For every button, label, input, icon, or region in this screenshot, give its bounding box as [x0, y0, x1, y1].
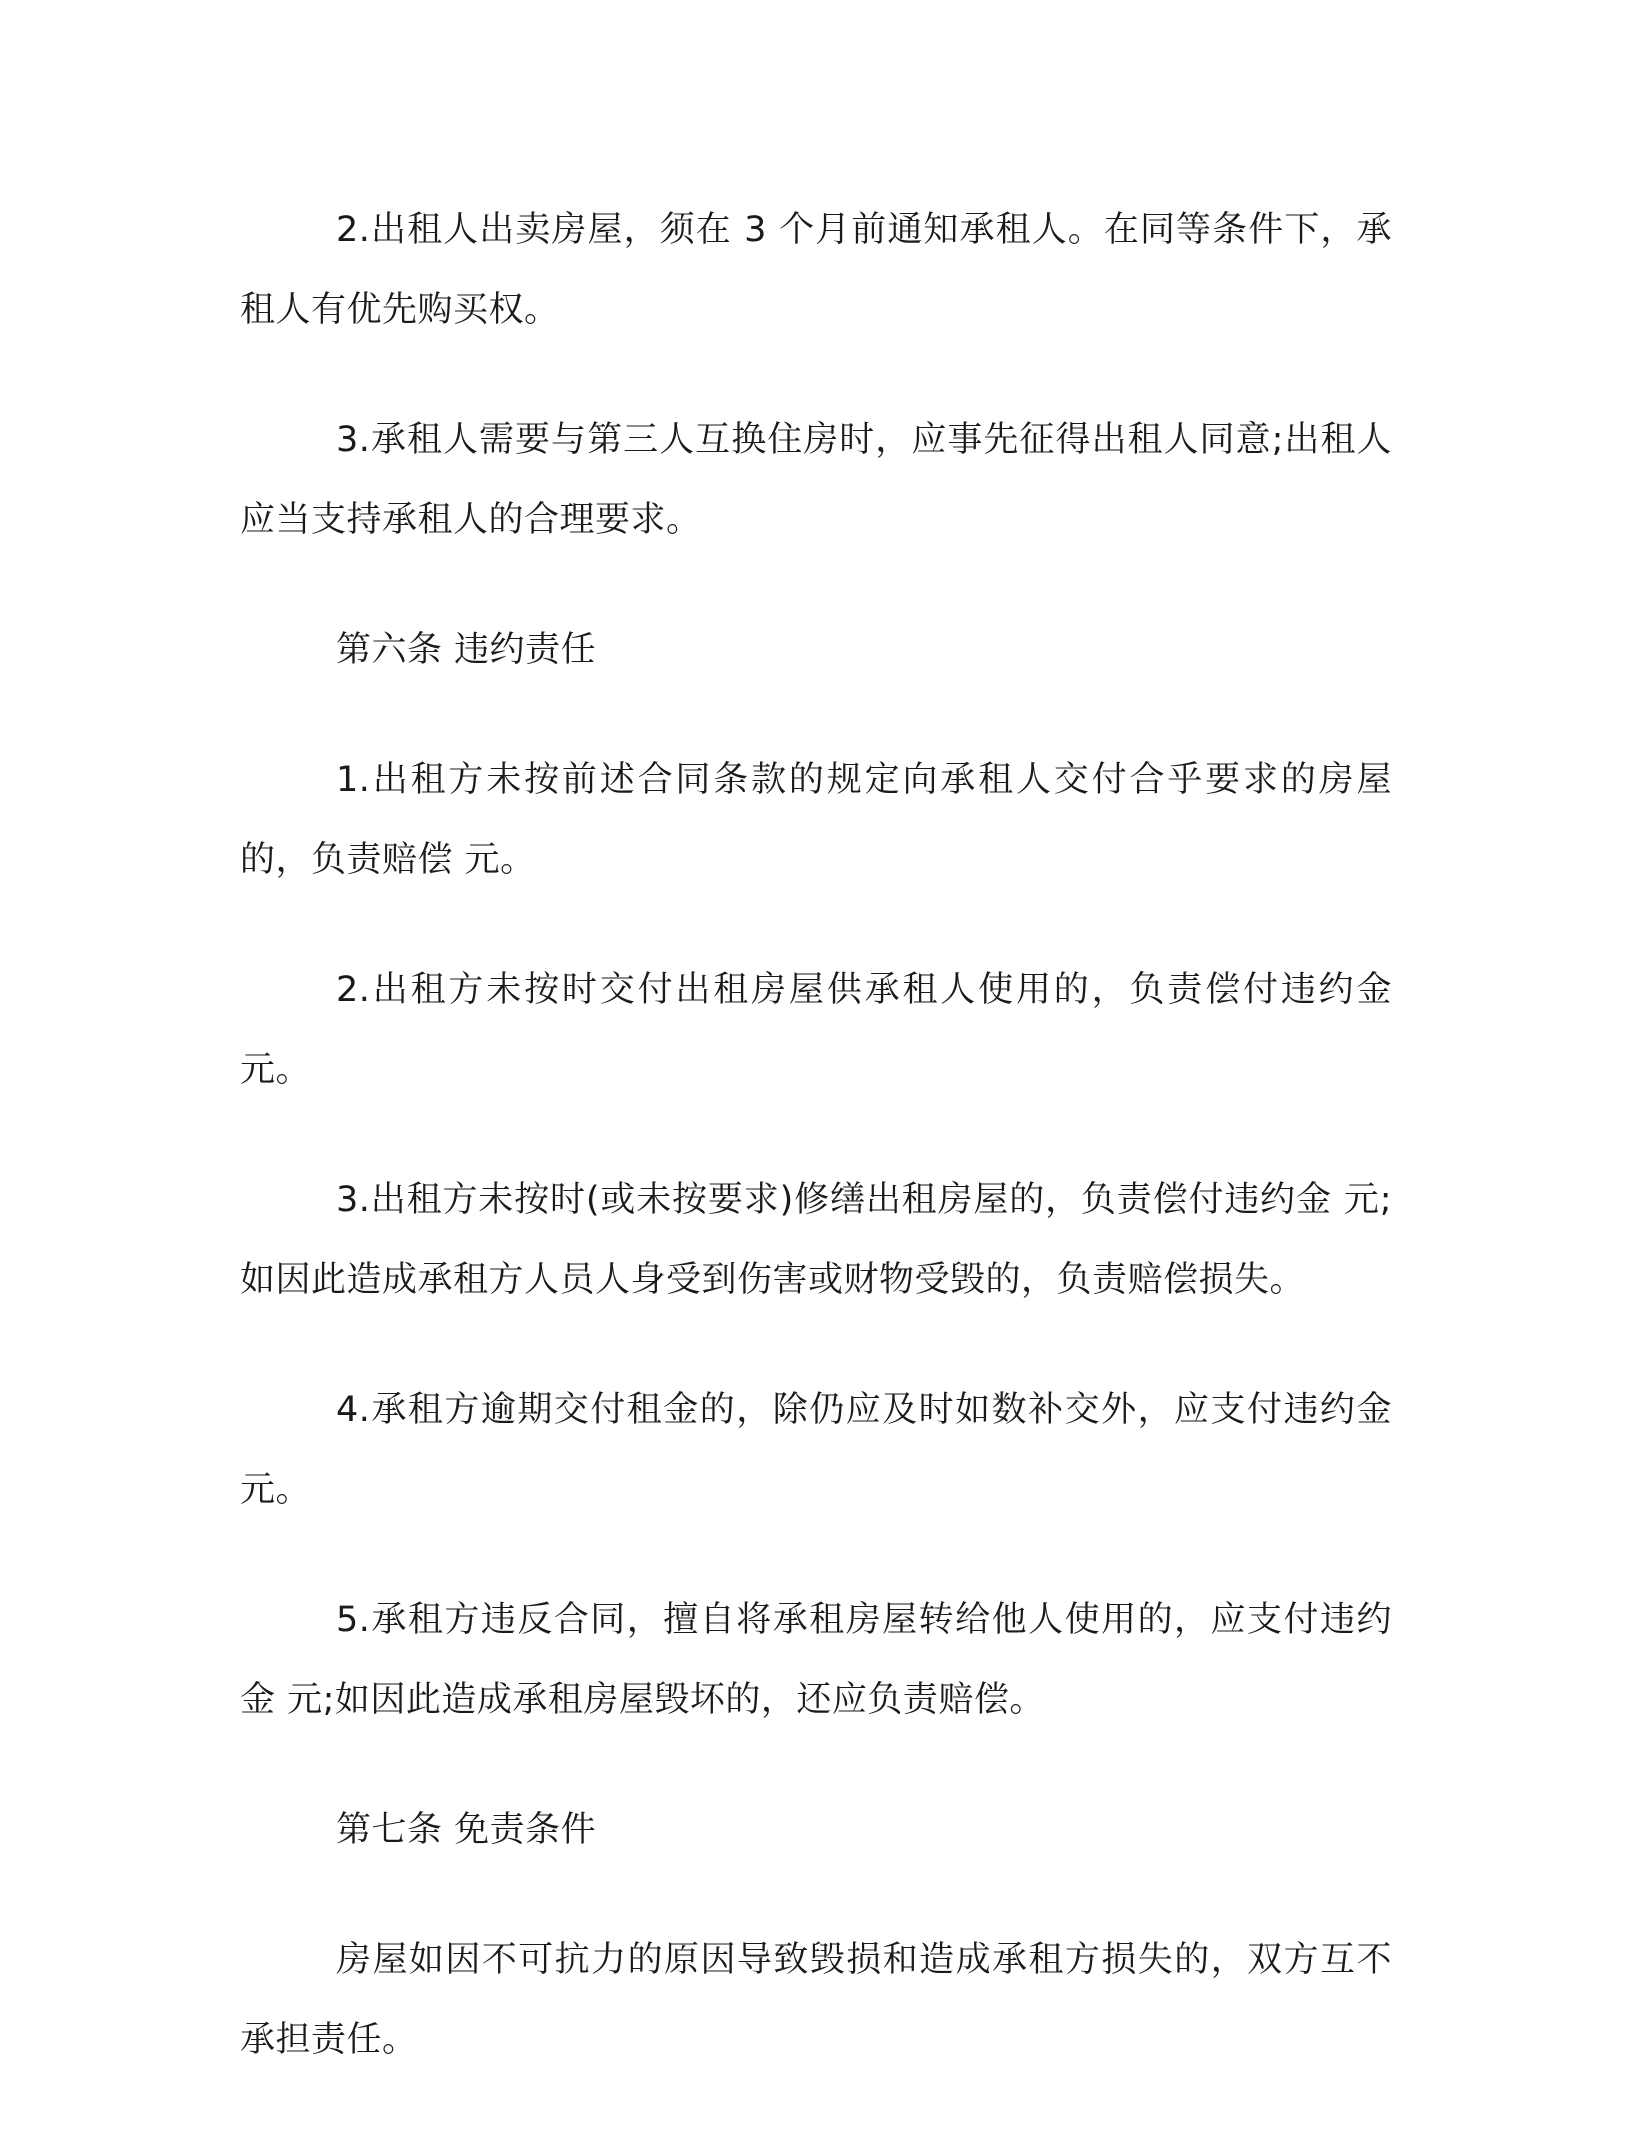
clause-6-item-4: 4.承租方逾期交付租金的，除仍应及时如数补交外，应支付违约金 元。	[240, 1390, 1392, 1510]
clause-6-item-2: 2.出租方未按时交付出租房屋供承租人使用的，负责偿付违约金 元。	[240, 970, 1392, 1090]
clause-6-item-3: 3.出租方未按时(或未按要求)修缮出租房屋的，负责偿付违约金 元;如因此造成承租方人员人身受到伤害或财物受毁的，负责赔偿损失。	[240, 1180, 1392, 1300]
document-body	[240, 190, 1392, 2130]
clause-5-item-3: 3.承租人需要与第三人互换住房时，应事先征得出租人同意;出租人应当支持承租人的合理要求。	[240, 420, 1392, 540]
clause-7-heading: 第七条 免责条件	[336, 1810, 597, 1850]
clause-7-body: 房屋如因不可抗力的原因导致毁损和造成承租方损失的，双方互不承担责任。	[240, 1940, 1392, 2060]
clause-6-heading: 第六条 违约责任	[336, 630, 597, 670]
clause-6-item-1: 1.出租方未按前述合同条款的规定向承租人交付合乎要求的房屋的，负责赔偿 元。	[240, 760, 1392, 880]
clause-5-item-2: 2.出租人出卖房屋，须在 3 个月前通知承租人。在同等条件下，承租人有优先购买权。	[240, 210, 1392, 330]
clause-6-item-5: 5.承租方违反合同，擅自将承租房屋转给他人使用的，应支付违约金 元;如因此造成承租房屋毁坏的，还应负责赔偿。	[240, 1600, 1392, 1720]
